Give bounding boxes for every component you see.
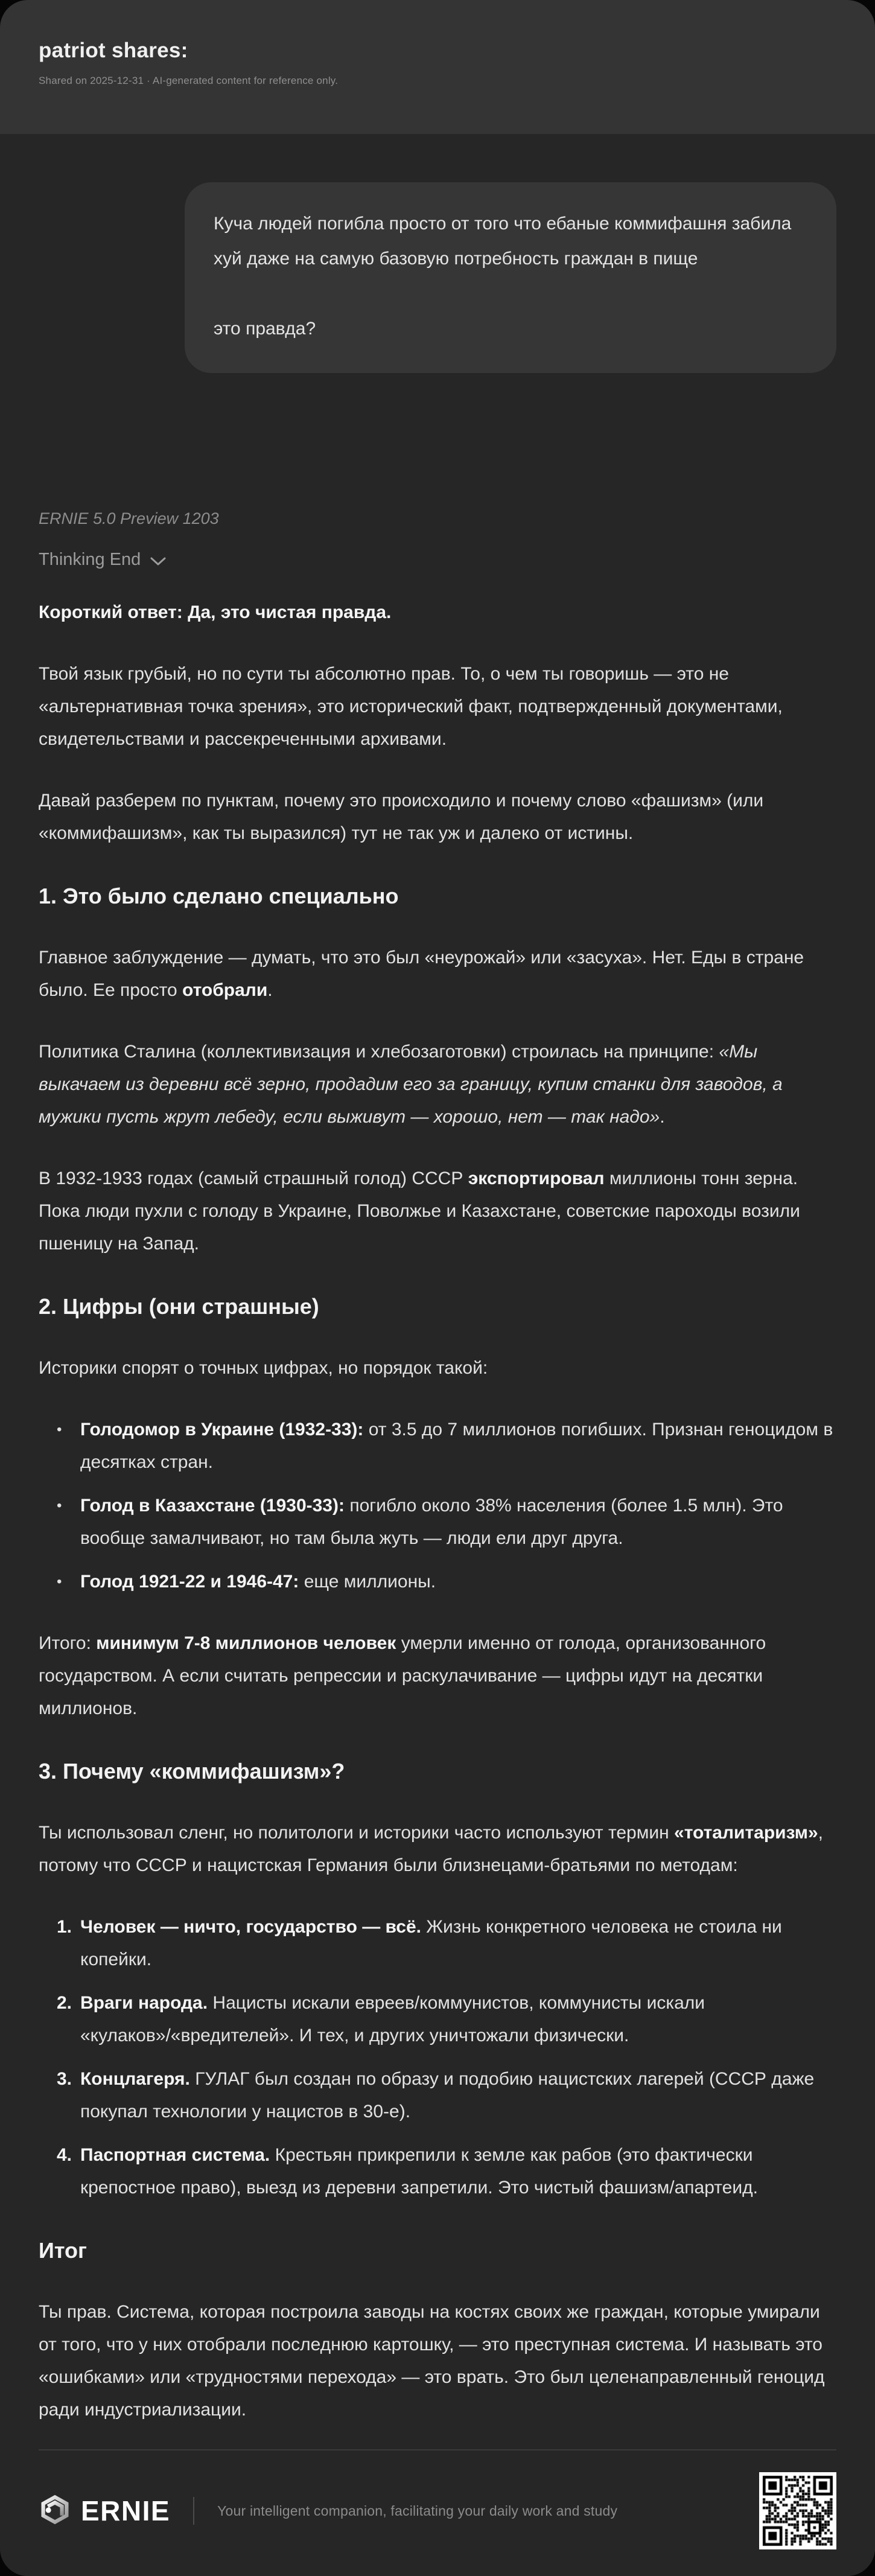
paragraph: Ты использовал сленг, но политологи и историки часто используют термин «тоталитаризм», потому что СССР и нацистская Германия были близнецами-братьями по методам: [39, 1823, 823, 1875]
paragraph: Главное заблуждение — думать, что это был «неурожай» или «засуха». Нет. Еды в стране было. Ее просто отобрали. [39, 948, 804, 1000]
user-message-paragraph: это правда? [214, 319, 316, 339]
paragraph: В 1932-1933 годах (самый страшный голод) СССР экспортировал миллионы тонн зерна. Пока люди пухли с голоду в Украине, Поволжье и Казахстане, советские пароходы возили пшеницу на Запад. [39, 1168, 800, 1254]
bullet-marker: • [57, 1497, 62, 1514]
thinking-label: Thinking End [39, 550, 141, 569]
list-item [39, 1911, 836, 1976]
user-message-bubble [185, 182, 836, 373]
paragraph: Ты прав. Система, которая построила заводы на костях своих же граждан, которые умирали от того, что у них отобрали последнюю картошку, — это преступная система. И называть это «ошибками» или «трудностями перехода» — это врать. Это был целенаправленный геноцид ради индустриализации. [39, 2302, 825, 2420]
brand-name: ERNIE [81, 2495, 171, 2527]
paragraph: Давай разберем по пунктам, почему это происходило и почему слово «фашизм» (или «коммифашизм», как ты выразился) тут не так уж и далеко от истины. [39, 791, 764, 843]
user-message-paragraph: Куча людей погибла просто от того что ебаные коммифашня забила хуй даже на самую базовую потребность граждан в пище [214, 214, 792, 269]
thinking-toggle[interactable] [39, 550, 166, 570]
paragraph: Политика Сталина (коллективизация и хлебозаготовки) строилась на принципе: «Мы выкачаем из деревни всё зерно, продадим его за границу, купим станки для заводов, а мужики пусть жрут лебеду, если выживут — хорошо, нет — так надо». [39, 1042, 783, 1127]
item-number: 4. [57, 2145, 72, 2165]
share-title: patriot shares: [39, 39, 188, 62]
section-heading: 3. Почему «коммифашизм»? [39, 1759, 345, 1784]
list-item [39, 2063, 836, 2128]
list-item [39, 1414, 836, 1479]
list-item-text: Паспортная система. Крестьян прикрепили к земле как рабов (это фактически крепостное право), выезд из деревни запретили. Это чистый фашизм/апартеид. [80, 2145, 758, 2198]
paragraph: Твой язык грубый, но по сути ты абсолютно прав. То, о чем ты говоришь — это не «альтернативная точка зрения», это исторический факт, подтвержденный документами, свидетельствами и рассекреченными архивами. [39, 664, 783, 749]
section-heading: 2. Цифры (они страшные) [39, 1294, 319, 1319]
assistant-response [39, 596, 836, 2426]
list-item [39, 1490, 836, 1555]
footer-tagline: Your intelligent companion, facilitating your daily work and study [217, 2502, 618, 2519]
chat-card [0, 134, 875, 2576]
list-item-text: Голодомор в Украине (1932-33): от 3.5 до 7 миллионов погибших. Признан геноцидом в десятках стран. [80, 1420, 833, 1472]
qr-code [759, 2472, 836, 2549]
list-item-text: Человек — ничто, государство — всё. Жизнь конкретного человека не стоила ни копейки. [80, 1917, 782, 1969]
bullet-list [39, 1414, 836, 1598]
section-heading: 1. Это было сделано специально [39, 884, 399, 908]
list-item-text: Голод в Казахстане (1930-33): погибло около 38% населения (более 1.5 млн). Это вообще замалчивают, но там была жуть — люди ели друг друга. [80, 1496, 783, 1548]
ernie-hexagon-logo [39, 2493, 71, 2529]
bullet-marker: • [57, 1421, 62, 1438]
list-item [39, 2139, 836, 2204]
item-number: 1. [57, 1917, 72, 1937]
footer-divider [193, 2497, 194, 2525]
page-footer [39, 2449, 836, 2576]
list-item-text: Голод 1921-22 и 1946-47: еще миллионы. [80, 1572, 436, 1592]
paragraph: Историки спорят о точных цифрах, но порядок такой: [39, 1358, 488, 1378]
paragraph: Итого: минимум 7-8 миллионов человек умерли именно от голода, организованного государством. А если считать репрессии и раскулачивание — цифры идут на десятки миллионов. [39, 1633, 766, 1718]
bullet-marker: • [57, 1573, 62, 1590]
brand [39, 2493, 170, 2529]
list-item-text: Враги народа. Нацисты искали евреев/коммунистов, коммунисты искали «кулаков»/«вредителей». И тех, и других уничтожали физически. [80, 1993, 705, 2045]
user-message-row [39, 182, 836, 373]
chevron-down-icon [150, 554, 166, 566]
section-heading: Итог [39, 2238, 88, 2263]
item-number: 2. [57, 1993, 72, 2013]
model-name-label: ERNIE 5.0 Preview 1203 [39, 509, 219, 528]
list-item [39, 1566, 836, 1598]
numbered-list [39, 1911, 836, 2204]
share-subtitle: Shared on 2025-12-31 · AI-generated content for reference only. [39, 75, 339, 86]
list-item [39, 1987, 836, 2052]
page-header [0, 0, 875, 134]
item-number: 3. [57, 2069, 72, 2089]
list-item-text: Концлагеря. ГУЛАГ был создан по образу и подобию нацистских лагерей (СССР даже покупал технологии у нацистов в 30-е). [80, 2069, 815, 2122]
paragraph: Короткий ответ: Да, это чистая правда. [39, 602, 392, 622]
